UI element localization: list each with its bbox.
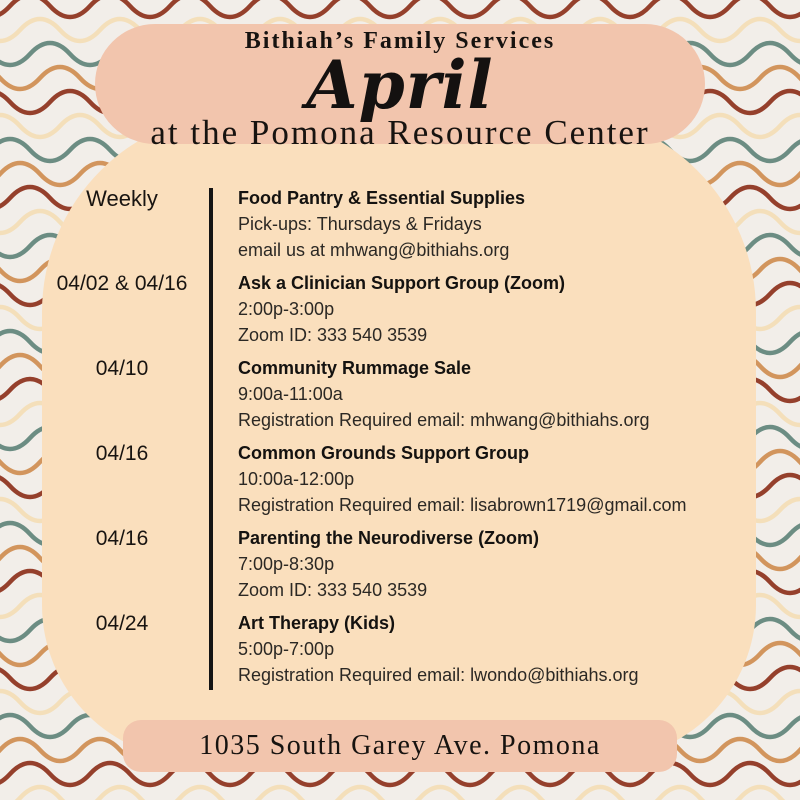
event-details: [238, 440, 686, 518]
event-schedule: [40, 185, 730, 695]
event-title: Common Grounds Support Group: [238, 443, 529, 463]
month-title: April: [306, 46, 494, 124]
event-row: [40, 185, 730, 263]
event-detail: Zoom ID: 333 540 3539: [238, 580, 428, 600]
org-name: Bithiah’s Family Services: [244, 28, 556, 54]
event-detail: 5:00p-7:00p: [238, 639, 335, 659]
event-detail: Registration Required email: lisabrown1719@gmail.com: [238, 495, 687, 515]
event-title: Parenting the Neurodiverse (Zoom): [238, 528, 540, 548]
event-detail: 2:00p-3:00p: [238, 299, 335, 319]
event-title: Food Pantry & Essential Supplies: [238, 188, 526, 208]
event-details: [238, 355, 649, 433]
header-banner: [95, 24, 705, 152]
event-detail: Zoom ID: 333 540 3539: [238, 325, 428, 345]
event-details: [238, 270, 565, 348]
event-detail: Registration Required email: lwondo@bithiahs.org: [238, 665, 639, 685]
subtitle: at the Pomona Resource Center: [150, 113, 650, 152]
event-detail: 7:00p-8:30p: [238, 554, 335, 574]
event-detail: Pick-ups: Thursdays & Fridays: [238, 214, 482, 234]
address-banner: [123, 720, 677, 772]
event-detail: 10:00a-12:00p: [238, 469, 355, 489]
address-text: 1035 South Garey Ave. Pomona: [199, 730, 601, 761]
event-date: 04/10: [95, 357, 149, 380]
event-title: Community Rummage Sale: [238, 358, 472, 378]
event-row: [40, 440, 730, 518]
event-row: [40, 610, 730, 688]
event-row: [40, 355, 730, 433]
event-row: [40, 525, 730, 603]
event-details: [238, 610, 638, 688]
event-detail: email us at mhwang@bithiahs.org: [238, 240, 510, 260]
event-detail: Registration Required email: mhwang@bithiahs.org: [238, 410, 650, 430]
event-date: 04/02 & 04/16: [56, 272, 188, 295]
event-date: 04/16: [95, 442, 149, 465]
event-details: [238, 185, 525, 263]
event-date: Weekly: [86, 186, 158, 211]
event-title: Art Therapy (Kids): [238, 613, 396, 633]
event-date: 04/16: [95, 527, 149, 550]
event-title: Ask a Clinician Support Group (Zoom): [238, 273, 566, 293]
event-detail: 9:00a-11:00a: [238, 384, 343, 404]
event-date: 04/24: [95, 612, 149, 635]
event-details: [238, 525, 539, 603]
event-row: [40, 270, 730, 348]
